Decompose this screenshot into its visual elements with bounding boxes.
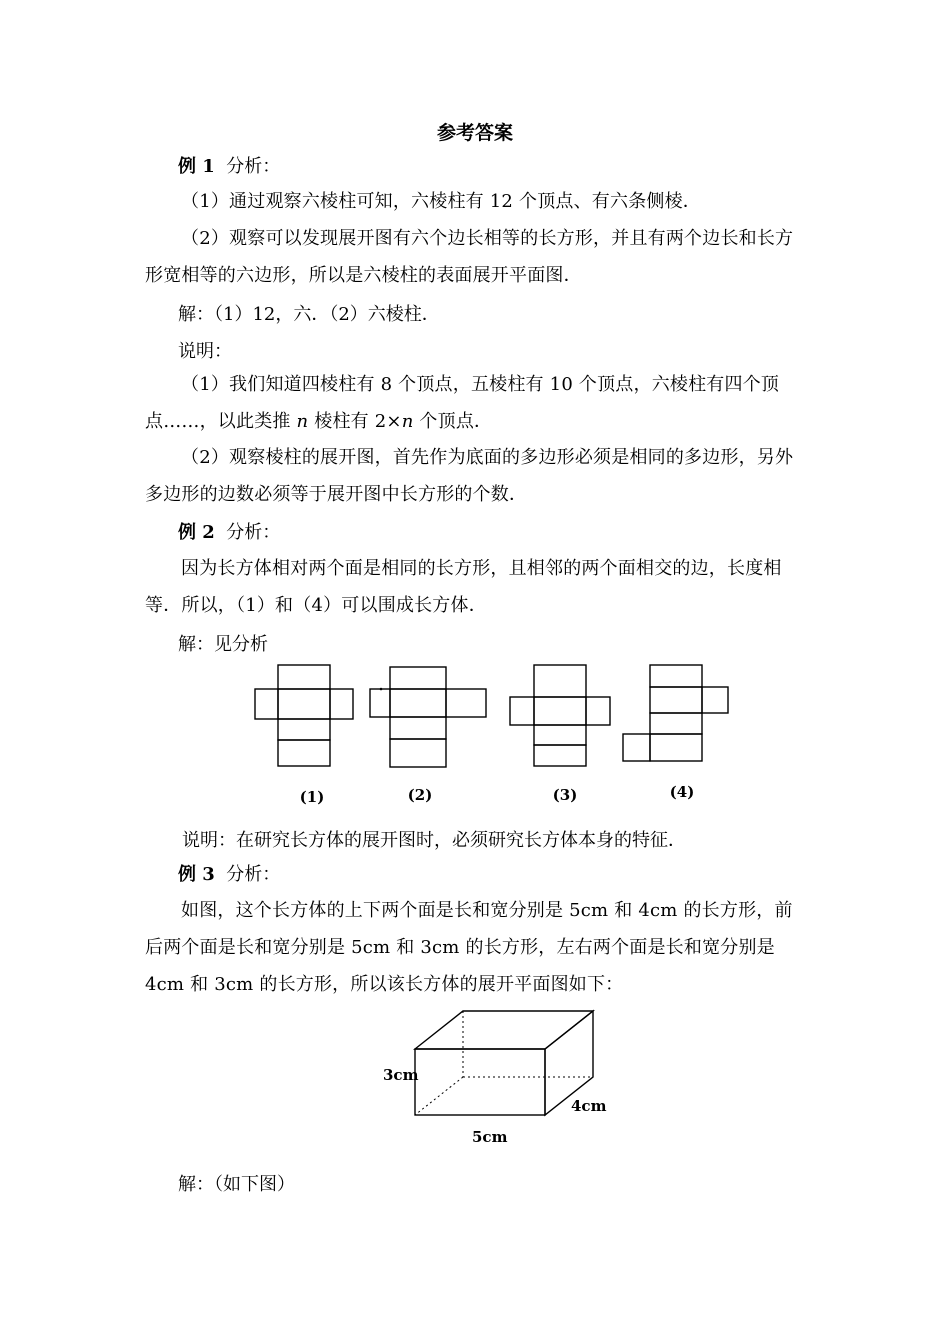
ex1-note-heading: 说明： xyxy=(178,341,232,362)
net-label-3: (3) xyxy=(552,786,578,804)
ex1-solution: 解：（1）12，六．（2）六棱柱． xyxy=(178,304,440,325)
ex2-label: 例 2 xyxy=(178,522,215,543)
ex1-paragraph-2: （2）观察可以发现展开图有六个边长相等的长方形，并且有两个边长和长方形宽相等的六边形，所以是六棱柱的表面展开平面图． xyxy=(145,228,794,286)
ex2-analysis-label: 分析： xyxy=(226,522,281,543)
net-label-1: (1) xyxy=(299,788,325,806)
page-title: 参考答案 xyxy=(436,122,513,144)
cuboid-figure xyxy=(380,1005,620,1155)
net-2 xyxy=(370,667,486,767)
ex2-paragraph-1: 因为长方体相对两个面是相同的长方形，且相邻的两个面相交的边，长度相等．所以，（1）和（4）可以围成长方体． xyxy=(145,558,782,616)
top-face xyxy=(415,1011,593,1049)
ex3-solution: 解：（如下图） xyxy=(178,1174,295,1195)
ex1-note-1-c: 个顶点． xyxy=(413,411,493,432)
ex1-note-1-n: n xyxy=(296,411,309,432)
dim-height-label: 3cm xyxy=(383,1066,419,1084)
ex2-note: 说明：在研究长方体的展开图时，必须研究长方体本身的特征． xyxy=(182,830,686,851)
net-1 xyxy=(255,665,353,766)
ex3-heading xyxy=(178,860,280,886)
net-label-2: (2) xyxy=(407,786,433,804)
dim-length-label: 5cm xyxy=(472,1128,508,1146)
ex3-label: 例 3 xyxy=(178,864,215,885)
ex2-heading xyxy=(178,518,280,544)
hidden-edges xyxy=(415,1011,593,1115)
ex1-note-1-a: （1）我们知道四棱柱有 8 个顶点，五棱柱有 10 个顶点，六棱柱有四个顶点……，以此类推 xyxy=(145,374,780,432)
net-3 xyxy=(510,665,610,766)
ex3-paragraph-1: 如图，这个长方体的上下两个面是长和宽分别是 5cm 和 4cm 的长方形，前后两个面是长和宽分别是 5cm 和 3cm 的长方形，左右两个面是长和宽分别是 4cm 和 3cm 的长方形，所以该长方体的展开平面图如下： xyxy=(145,900,793,995)
cuboid-nets-figure xyxy=(250,660,740,810)
net-label-4: (4) xyxy=(669,783,695,801)
ex1-note-1-b: 棱柱有 2× xyxy=(308,411,402,432)
ex1-label: 例 1 xyxy=(178,156,215,177)
ex1-heading xyxy=(178,152,280,178)
net-4 xyxy=(623,665,728,761)
ex1-analysis-label: 分析： xyxy=(226,156,281,177)
ex2-solution: 解：见分析 xyxy=(178,634,268,655)
ex1-note-2: （2）观察棱柱的展开图，首先作为底面的多边形必须是相同的多边形，另外多边形的边数必须等于展开图中长方形的个数． xyxy=(145,447,794,505)
dim-depth-label: 4cm xyxy=(571,1097,607,1115)
ex1-note-1 xyxy=(145,366,807,440)
ex3-analysis-label: 分析： xyxy=(226,864,281,885)
ex1-note-1-n2: n xyxy=(401,411,414,432)
ex1-paragraph-1: （1）通过观察六棱柱可知，六棱柱有 12 个顶点、有六条侧棱． xyxy=(181,191,701,212)
front-face xyxy=(415,1049,545,1115)
